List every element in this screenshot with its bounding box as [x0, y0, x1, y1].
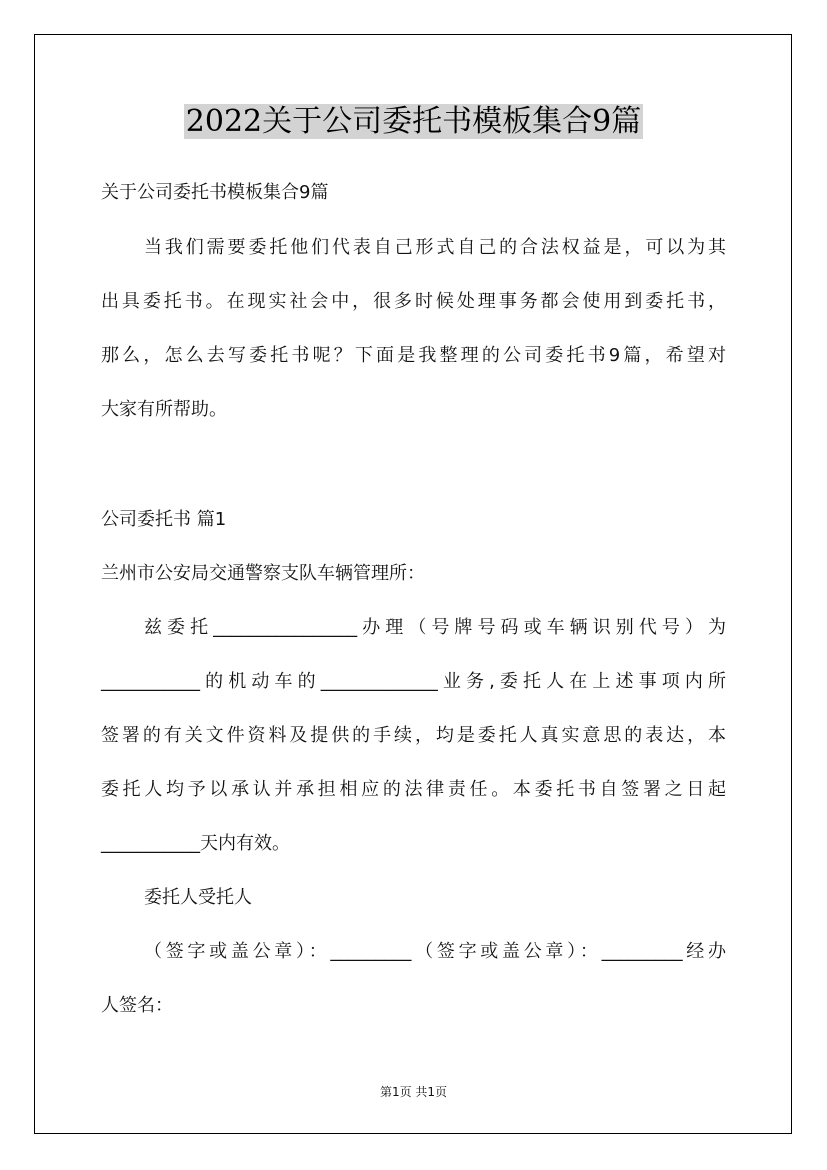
- page-footer: 第1页 共1页: [379, 1085, 448, 1099]
- intro-line-4: 大家有所帮助。: [101, 399, 227, 420]
- intro-line-2: 出具委托书。在现实社会中，很多时候处理事务都会使用到委托书，: [101, 291, 726, 312]
- intro-line-1: 当我们需要委托他们代表自己形式自己的合法权益是，可以为其: [144, 237, 726, 258]
- body-line-1: 兹委托________________办理（号牌号码或车辆识别代号）为: [144, 617, 726, 638]
- parties-line: 委托人受托人: [144, 887, 252, 908]
- document-title: [0, 96, 827, 148]
- document-title-text: 2022关于公司委托书模板集合9篇: [185, 104, 642, 139]
- body-line-2: ___________的机动车的_____________业务,委托人在上述事项内所: [101, 671, 726, 692]
- body-line-4: 委托人均予以承认并承担相应的法律责任。本委托书自签署之日起: [101, 779, 726, 800]
- signature-line-2: 人签名：: [101, 995, 173, 1016]
- addressee: 兰州市公安局交通警察支队车辆管理所：: [101, 563, 425, 584]
- signature-line-1: （签字或盖公章）：_________（签字或盖公章）：_________经办: [144, 941, 726, 962]
- body-line-5: ___________天内有效。: [101, 833, 290, 854]
- intro-line-3: 那么，怎么去写委托书呢？下面是我整理的公司委托书9篇，希望对: [101, 345, 726, 366]
- section-heading: 公司委托书 篇1: [101, 509, 227, 530]
- document-subtitle: 关于公司委托书模板集合9篇: [101, 182, 329, 203]
- body-line-3: 签署的有关文件资料及提供的手续，均是委托人真实意思的表达，本: [101, 725, 726, 746]
